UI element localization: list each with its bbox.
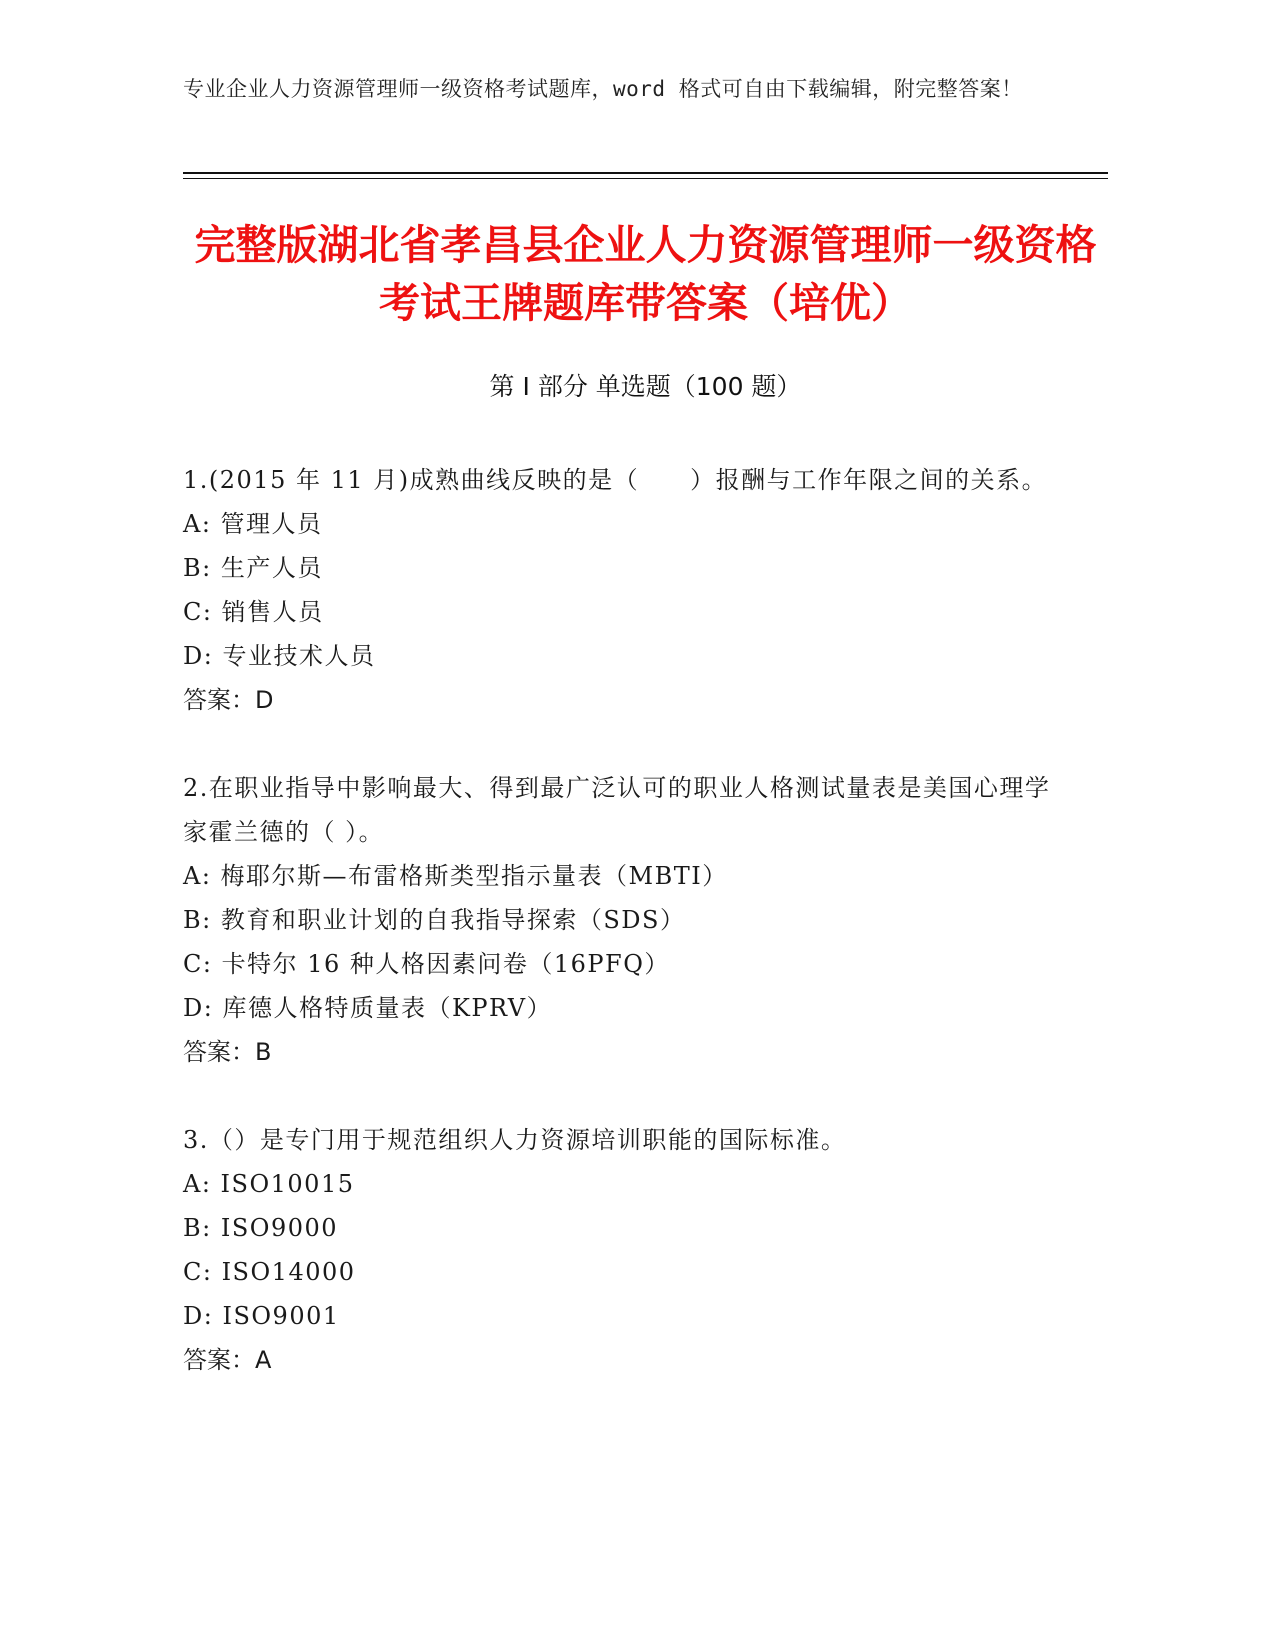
section-title: 第 I 部分 单选题（100 题）: [489, 372, 802, 401]
option-d: D: 专业技术人员: [183, 642, 376, 670]
question-3: [183, 1118, 1063, 1382]
option-c: C: 卡特尔 16 种人格因素问卷（16PFQ）: [183, 950, 670, 978]
option-c: C: 销售人员: [183, 598, 324, 626]
option-d: D: 库德人格特质量表（KPRV）: [183, 994, 553, 1022]
option-d: D: ISO9001: [183, 1302, 340, 1330]
option-a: A: 管理人员: [183, 510, 323, 538]
question-list: [183, 458, 1063, 1426]
option-b: B: ISO9000: [183, 1214, 339, 1242]
option-b: B: 教育和职业计划的自我指导探索（SDS）: [183, 906, 686, 934]
option-a: A: 梅耶尔斯—布雷格斯类型指示量表（MBTI）: [183, 862, 728, 890]
answer-line: 答案：D: [183, 686, 274, 714]
answer-line: 答案：A: [183, 1346, 272, 1374]
header-divider-thin: [183, 178, 1108, 179]
header-note: 专业企业人力资源管理师一级资格考试题库，word 格式可自由下载编辑，附完整答案！: [183, 77, 1023, 101]
question-stem: 3.（）是专门用于规范组织人力资源培训职能的国际标准。: [183, 1126, 847, 1154]
answer-line: 答案：B: [183, 1038, 272, 1066]
option-a: A: ISO10015: [183, 1170, 355, 1198]
question-stem: 1.(2015 年 11 月)成熟曲线反映的是（ ）报酬与工作年限之间的关系。: [183, 466, 1048, 494]
document-title: 完整版湖北省孝昌县企业人力资源管理师一级资格考试王牌题库带答案（培优）: [194, 221, 1097, 327]
header-divider-thick: [183, 172, 1108, 174]
option-b: B: 生产人员: [183, 554, 323, 582]
option-c: C: ISO14000: [183, 1258, 356, 1286]
question-1: [183, 458, 1063, 722]
question-stem: 2.在职业指导中影响最大、得到最广泛认可的职业人格测试量表是美国心理学家霍兰德的（ ）。: [183, 774, 1051, 846]
question-2: [183, 766, 1063, 1074]
